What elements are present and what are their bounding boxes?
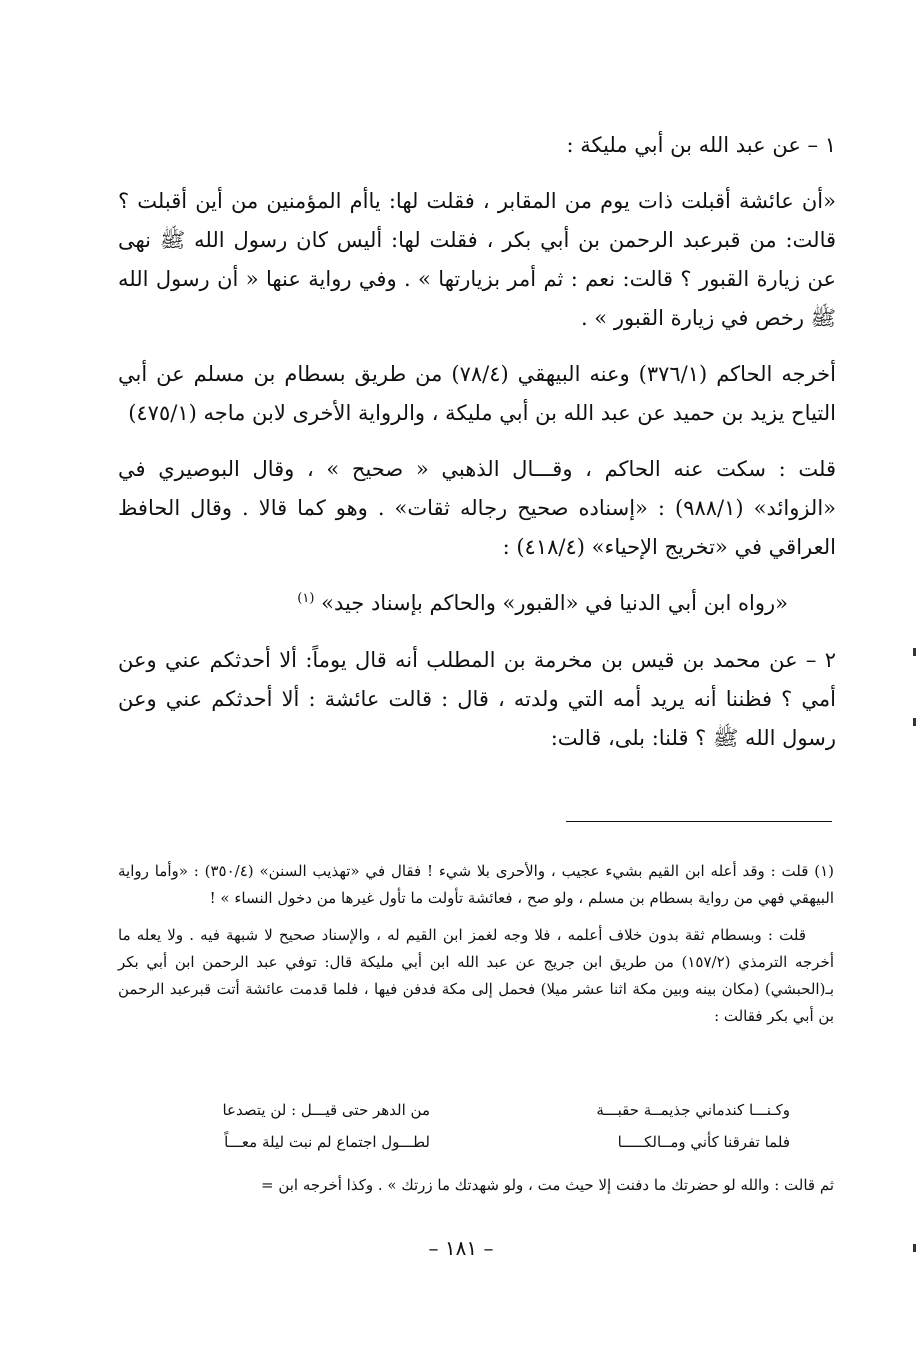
hadith-1-text: «أن عائشة أقبلت ذات يوم من المقابر ، فقلت لها: ياأم المؤمنين من أين أقبلت ؟ قالت: من قبرعبد الرحمن بن أبي بكر ، فقلت لها: أليس كان رسول الله ﷺ نهى عن زيارة القبور ؟ قالت: نعم : ثم أمر بزيارتها » . وفي رواية عنها « أن رسول الله ﷺ رخص في زيارة القبور » .	[118, 189, 836, 330]
scan-edge-mark	[913, 648, 916, 656]
takhrij-paragraph: أخرجه الحاكم (٣٧٦/١) وعنه البيهقي (٧٨/٤) من طريق بسطام بن مسلم عن أبي التياح يزيد بن حميد عن عبد الله بن أبي مليكة ، والرواية الأخرى لابن ماجه (٤٧٥/١)	[118, 362, 836, 425]
footnote-ref: (١)	[297, 591, 315, 606]
scan-edge-mark	[913, 718, 916, 726]
poem-first-hemistich: وكـنـــا كندماني جذيمــة حقبـــة	[596, 1101, 790, 1119]
footnote-closing: ثم قالت : والله لو حضرتك ما دفنت إلا حيث مت ، ولو شهدتك ما زرتك » . وكذا أخرجه ابن =	[260, 1176, 834, 1194]
scan-edge-mark	[913, 1244, 916, 1252]
poem-first-hemistich: فلما تفرقنا كأني ومــالكـــــا	[617, 1133, 790, 1151]
footnote-1: (١) قلت : وقد أعله ابن القيم بشيء عجيب ، والأحرى بلا شيء ! فقال في «تهذيب السنن» (٣٥٠/٤) : «وأما رواية البيهقي فهي من رواية بسطام بن مسلم ، ولو صح ، فعائشة تأولت ما تأول غيرها من دخول النساء » !	[118, 862, 835, 907]
commentary-paragraph: قلت : سكت عنه الحاكم ، وقـــال الذهبي « صحيح » ، وقال البوصيري في «الزوائد» (٩٨٨/١) : «إسناده صحيح رجاله ثقات» . وهو كما قالا . وقال الحافظ العراقي في «تخريج الإحياء» (٤١٨/٤) :	[118, 457, 836, 559]
hadith-1-heading: ١ – عن عبد الله بن أبي مليكة :	[566, 133, 836, 157]
page-number: – ١٨١ –	[428, 1236, 494, 1260]
poem	[130, 1094, 830, 1158]
hadith-2-text: ٢ – عن محمد بن قيس بن مخرمة بن المطلب أنه قال يوماً: ألا أحدثكم عني وعن أمي ؟ فظننا أنه يريد أمه التي ولدته ، قال : قالت عائشة : ألا أحدثكم عني وعن رسول الله ﷺ ؟ قلنا: بلى، قالت:	[118, 648, 836, 750]
footnote-1-continued: قلت : وبسطام ثقة بدون خلاف أعلمه ، فلا وجه لغمز ابن القيم له ، والإسناد صحيح لا شبهة فيه . ولا يعله ما أخرجه الترمذي (١٥٧/٢) من طريق ابن جريج عن عبد الله ابن أبي مليكة قال: توفي عبد الرحمن ابن أبي بكر بـ(الحبشي) (مكان بينه وبين مكة اثنا عشر ميلا) فحمل إلى مكة فدفن فيها ، فلما قدمت عائشة أتت قبرعبد الرحمن بن أبي بكر فقالت :	[118, 926, 834, 1025]
main-text	[118, 126, 836, 775]
poem-line	[130, 1126, 830, 1158]
iraqi-quote-text: «رواه ابن أبي الدنيا في «القبور» والحاكم بإسناد جيد»	[321, 591, 788, 615]
poem-line	[130, 1094, 830, 1126]
poem-second-hemistich: من الدهر حتى قيـــل : لن يتصدعا	[222, 1101, 430, 1119]
footnote-separator	[566, 821, 832, 822]
iraqi-quote	[118, 584, 836, 623]
poem-second-hemistich: لطـــول اجتماع لم نبت ليلة معـــاً	[224, 1133, 430, 1151]
footnotes	[118, 858, 834, 1040]
